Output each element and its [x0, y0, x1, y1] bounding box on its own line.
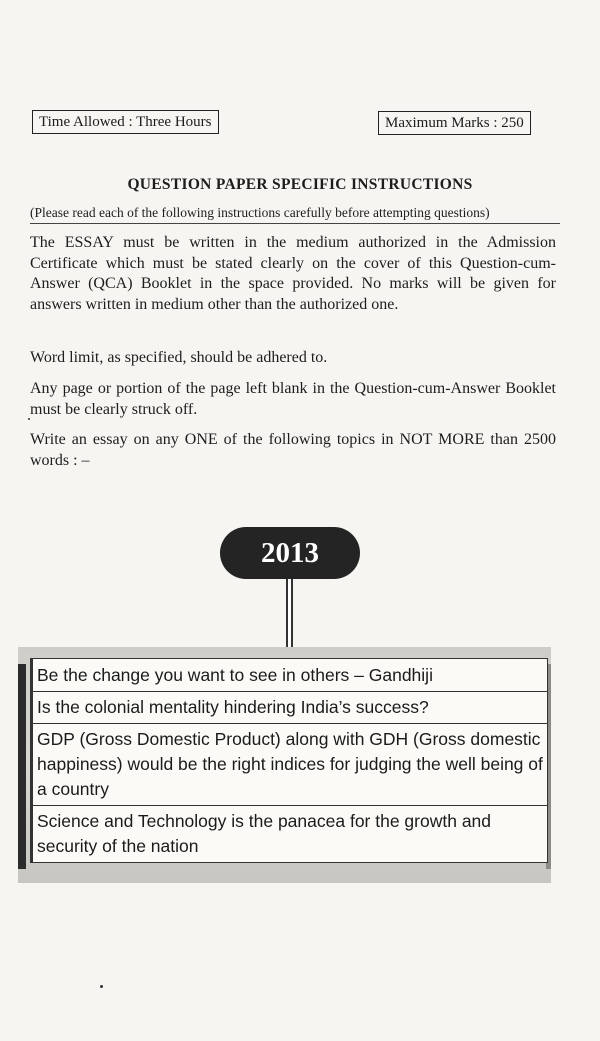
instruction-paragraph-medium: The ESSAY must be written in the medium authorized in the Admission Certificate which must be stated clearly on the cover of this Question-cum-Answer (QCA) Booklet in the space provided. No marks will be given for answers written in medium other than the authorized one.: [30, 234, 556, 313]
time-allowed-box: Time Allowed : Three Hours: [32, 110, 219, 134]
year-badge: 2013: [220, 527, 360, 579]
instructions-title: QUESTION PAPER SPECIFIC INSTRUCTIONS: [127, 176, 473, 193]
print-speck: [100, 985, 103, 988]
print-speck: [28, 418, 30, 420]
instruction-paragraph-blank-pages: Any page or portion of the page left blank in the Question-cum-Answer Booklet must be clearly struck off.: [30, 380, 556, 418]
topics-table: [30, 658, 548, 863]
topic-row: GDP (Gross Domestic Product) along with GDH (Gross domestic happiness) would be the right indices for judging the well being of a country: [33, 724, 547, 806]
instruction-paragraph-word-limit: Word limit, as specified, should be adhered to.: [30, 349, 328, 366]
instruction-paragraph-essay-task: Write an essay on any ONE of the following topics in NOT MORE than 2500 words : –: [30, 431, 556, 469]
maximum-marks-box: Maximum Marks : 250: [378, 111, 531, 135]
topic-row: Be the change you want to see in others – Gandhiji: [33, 659, 547, 692]
badge-connector: [286, 579, 293, 647]
topic-row: Science and Technology is the panacea for the growth and security of the nation: [37, 811, 492, 856]
topic-row: Is the colonial mentality hindering India’s success?: [33, 692, 547, 724]
instructions-subtitle: (Please read each of the following instructions carefully before attempting questions): [30, 205, 560, 224]
topics-frame-left-edge: [18, 664, 26, 869]
